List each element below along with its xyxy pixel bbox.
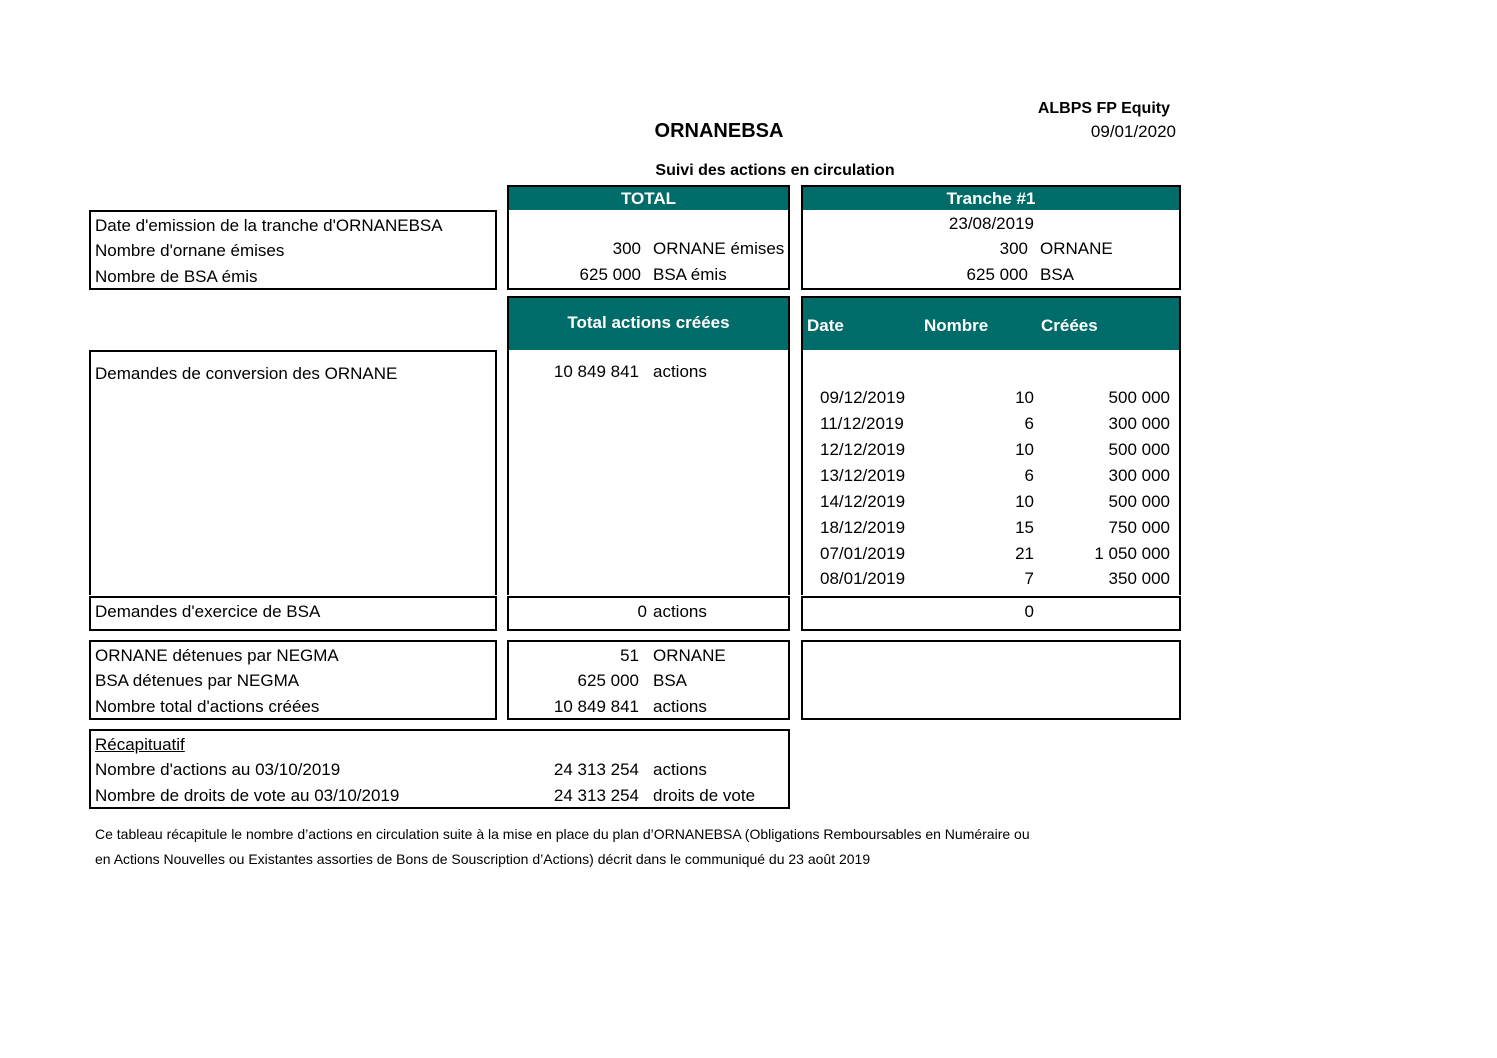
row-date: 18/12/2019 — [820, 518, 906, 537]
footnote-line: en Actions Nouvelles ou Existantes assorties de Bons de Souscription d’Actions) décrit dans le communiqué du 23 août 2019 — [95, 851, 871, 867]
date-column-header: Date — [807, 316, 844, 335]
total-unit: BSA émis — [653, 265, 727, 284]
holdings-tranche-box — [801, 640, 1181, 720]
row-nombre: 10 — [1015, 388, 1034, 407]
conversion-unit: actions — [653, 362, 707, 381]
row-nombre: 7 — [1024, 569, 1034, 588]
page-title: ORNANEBSA — [654, 120, 784, 142]
holdings-value: 51 — [620, 646, 639, 665]
row-date: 11/12/2019 — [820, 414, 904, 433]
total-unit: ORNANE émises — [653, 239, 785, 258]
exercise-tranche-box — [801, 596, 1181, 631]
holdings-value: 10 849 841 — [553, 697, 639, 716]
row-creees: 1 050 000 — [1094, 544, 1170, 563]
exercise-label-box — [89, 596, 497, 631]
row-nombre: 10 — [1015, 440, 1034, 459]
tranche-date: 23/08/2019 — [948, 214, 1034, 233]
row-nombre: 6 — [1024, 414, 1034, 433]
exercise-label: Demandes d'exercice de BSA — [95, 602, 321, 621]
row-nombre: 6 — [1024, 466, 1034, 485]
conversion-total-box — [507, 350, 790, 595]
conversion-label-box — [89, 350, 497, 595]
total-value: 625 000 — [579, 265, 641, 284]
row-nombre: 10 — [1015, 492, 1034, 511]
conversion-total: 10 849 841 — [553, 362, 639, 381]
footnote-line: Ce tableau récapitule le nombre d’actions en circulation suite à la mise en place du plan d’ORNANEBSA (Obligations Remboursables en Numéraire ou — [95, 826, 1030, 842]
row-date: 07/01/2019 — [820, 544, 906, 563]
page-subtitle: Suivi des actions en circulation — [655, 162, 895, 179]
recap-title: Récapituatif — [95, 735, 185, 754]
total-value: 300 — [612, 239, 641, 258]
total-header: TOTAL — [507, 185, 790, 212]
report-date: 09/01/2020 — [1090, 122, 1176, 141]
holdings-value: 625 000 — [577, 671, 639, 690]
row-creees: 300 000 — [1108, 414, 1170, 433]
exercise-tranche: 0 — [1024, 602, 1034, 621]
issuance-label: Nombre d'ornane émises — [95, 241, 285, 260]
recap-value: 24 313 254 — [553, 786, 639, 805]
tranche-value: 625 000 — [966, 265, 1028, 284]
row-creees: 500 000 — [1108, 440, 1170, 459]
tranche-header: Tranche #1 — [801, 185, 1181, 212]
holdings-values-box — [507, 640, 790, 720]
row-creees: 300 000 — [1108, 466, 1170, 485]
conversion-details-box — [801, 350, 1181, 595]
recap-label: Nombre de droits de vote au 03/10/2019 — [95, 786, 400, 805]
exercise-unit: actions — [653, 602, 707, 621]
row-creees: 750 000 — [1108, 518, 1170, 537]
conversion-details-header — [801, 296, 1181, 352]
exercise-total-box — [507, 596, 790, 631]
row-nombre: 21 — [1015, 544, 1034, 563]
holdings-unit: BSA — [653, 671, 688, 690]
nombre-column-header: Nombre — [924, 316, 989, 335]
row-creees: 500 000 — [1108, 492, 1170, 511]
recap-box — [89, 729, 790, 809]
ticker: ALBPS FP Equity — [1037, 100, 1170, 117]
issuance-label: Nombre de BSA émis — [95, 267, 258, 286]
holdings-label: BSA détenues par NEGMA — [95, 671, 300, 690]
recap-value: 24 313 254 — [553, 760, 639, 779]
issuance-label: Date d'emission de la tranche d'ORNANEBSA — [95, 216, 443, 235]
row-date: 08/01/2019 — [820, 569, 906, 588]
row-date: 13/12/2019 — [820, 466, 906, 485]
creees-column-header: Créées — [1041, 316, 1098, 335]
holdings-unit: ORNANE — [653, 646, 726, 665]
issuance-tranche-box — [801, 210, 1181, 290]
tranche-unit: ORNANE — [1040, 239, 1113, 258]
holdings-labels-box — [89, 640, 497, 720]
holdings-label: ORNANE détenues par NEGMA — [95, 646, 339, 665]
holdings-label: Nombre total d'actions créées — [95, 697, 320, 716]
exercise-total: 0 — [637, 602, 647, 621]
holdings-unit: actions — [653, 697, 707, 716]
tranche-unit: BSA — [1040, 265, 1075, 284]
conversion-label: Demandes de conversion des ORNANE — [95, 364, 398, 383]
row-creees: 500 000 — [1108, 388, 1170, 407]
total-created-header: Total actions créées — [507, 296, 790, 352]
row-creees: 350 000 — [1108, 569, 1170, 588]
row-date: 14/12/2019 — [820, 492, 906, 511]
issuance-total-box — [507, 210, 790, 290]
issuance-labels-box — [89, 210, 497, 290]
recap-unit: droits de vote — [653, 786, 756, 805]
recap-unit: actions — [653, 760, 707, 779]
row-nombre: 15 — [1015, 518, 1034, 537]
recap-label: Nombre d'actions au 03/10/2019 — [95, 760, 341, 779]
tranche-value: 300 — [999, 239, 1028, 258]
row-date: 09/12/2019 — [820, 388, 906, 407]
row-date: 12/12/2019 — [820, 440, 906, 459]
